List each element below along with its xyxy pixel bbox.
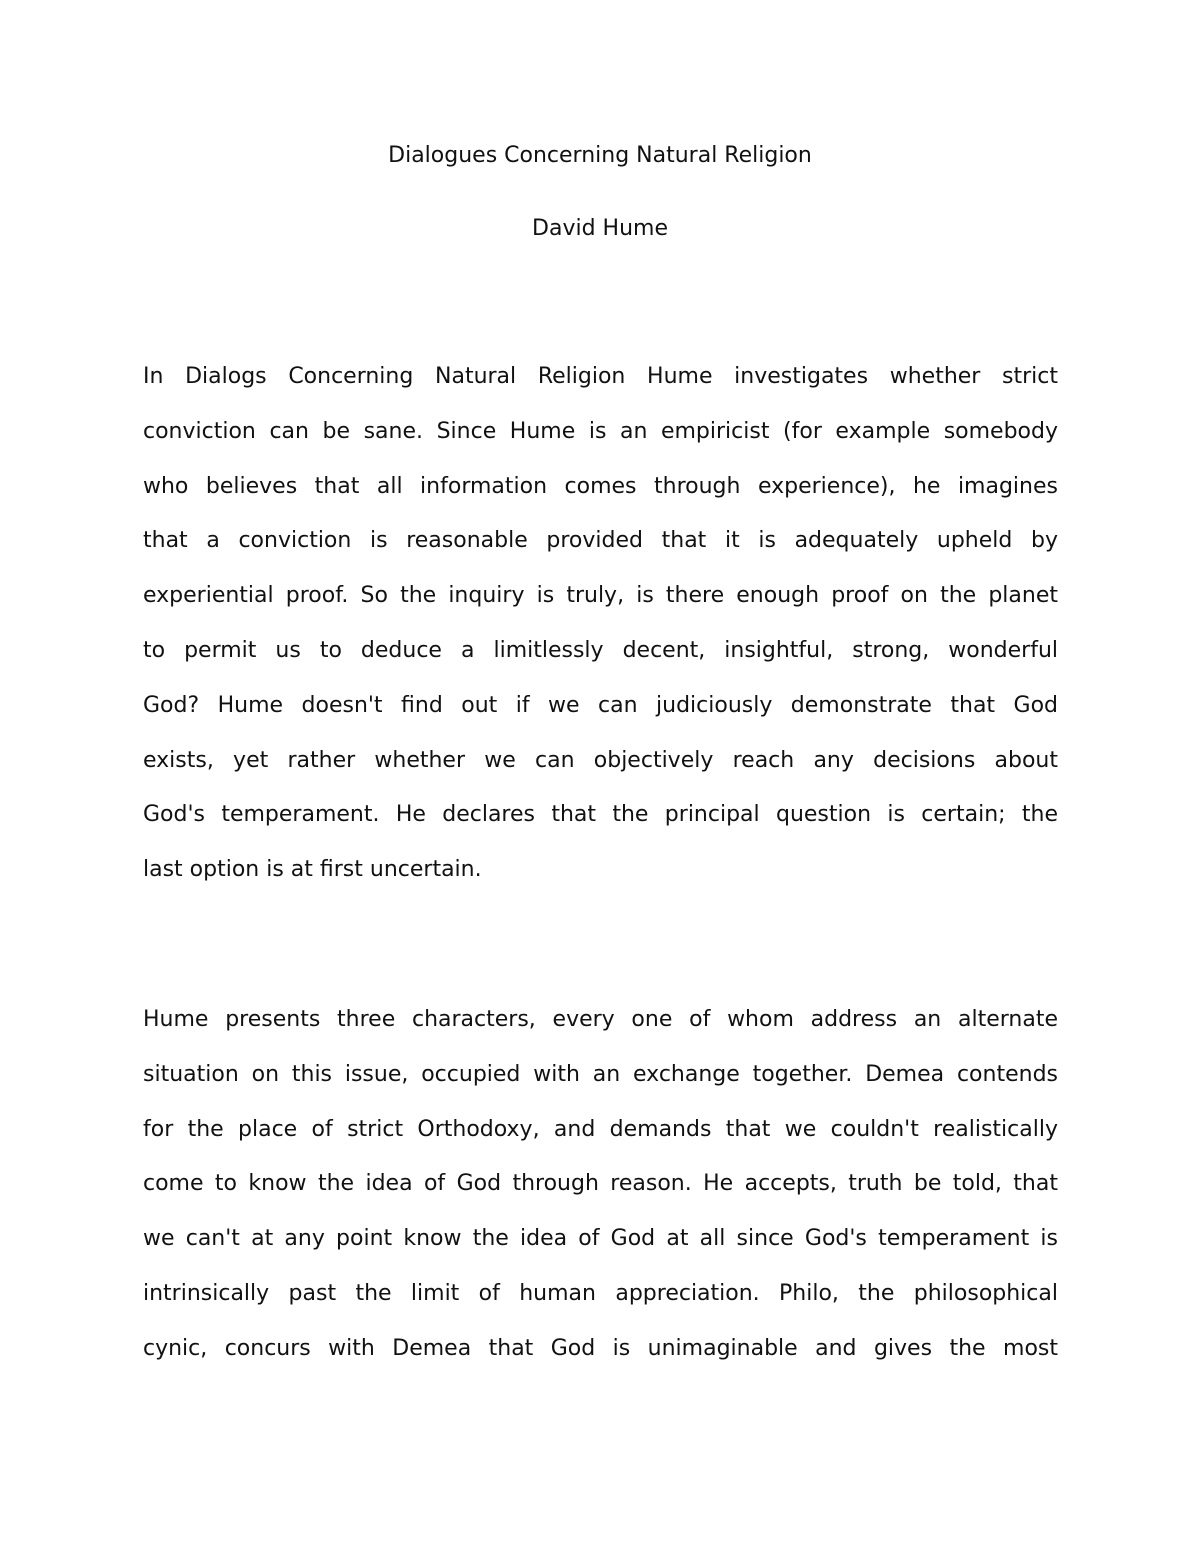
paragraph-line: situation on this issue, occupied with an exchange together. Demea contends (143, 1061, 1058, 1087)
paragraph-line: come to know the idea of God through reason. He accepts, truth be told, that (143, 1171, 1058, 1197)
paragraph-line: Hume presents three characters, every one of whom address an alternate (143, 1007, 1058, 1032)
paragraph-line: cynic, concurs with Demea that God is unimaginable and gives the most (143, 1335, 1058, 1361)
document-title: Dialogues Concerning Natural Religion (388, 143, 812, 168)
paragraph-line: God's temperament. He declares that the principal question is certain; the (143, 802, 1058, 828)
paragraph-line: to permit us to deduce a limitlessly decent, insightful, strong, wonderful (143, 637, 1058, 663)
paragraph-line: conviction can be sane. Since Hume is an empiricist (for example somebody (143, 418, 1058, 444)
document-author: David Hume (532, 216, 668, 241)
paragraph-line: exists, yet rather whether we can objectively reach any decisions about (143, 747, 1058, 773)
paragraph-line: who believes that all information comes through experience), he imagines (143, 473, 1058, 499)
paragraph-line: last option is at first uncertain. (143, 857, 482, 883)
paragraph-line: that a conviction is reasonable provided that it is adequately upheld by (143, 528, 1058, 554)
paragraph-line: God? Hume doesn't find out if we can judiciously demonstrate that God (143, 692, 1058, 718)
paragraph-line: we can't at any point know the idea of God at all since God's temperament is (143, 1226, 1058, 1252)
paragraph-line: for the place of strict Orthodoxy, and demands that we couldn't realistically (143, 1116, 1058, 1142)
paragraph-1 (143, 362, 1058, 910)
paragraph-2 (143, 1005, 1058, 1389)
paragraph-line: intrinsically past the limit of human appreciation. Philo, the philosophical (143, 1280, 1058, 1306)
paragraph-line: In Dialogs Concerning Natural Religion Hume investigates whether strict (143, 364, 1058, 389)
paragraph-line: experiential proof. So the inquiry is truly, is there enough proof on the planet (143, 583, 1058, 609)
